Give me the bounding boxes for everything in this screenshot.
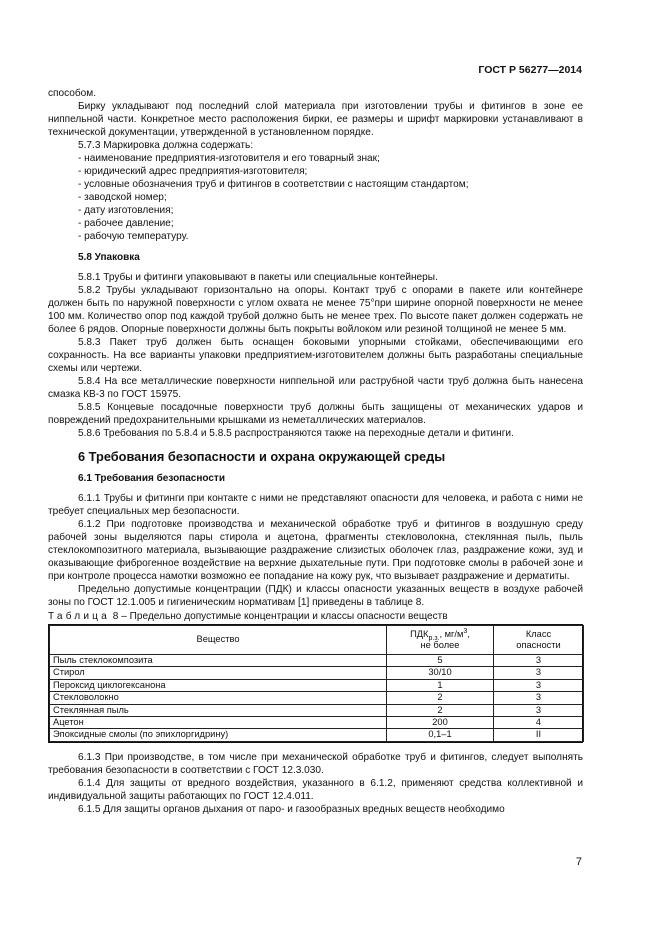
marking-list (48, 152, 583, 243)
paragraph-5-8-4: 5.8.4 На все металлические поверхности ниппельной или раструбной части труб должна быть нанесена смазка КВ-3 по ГОСТ 15975. (48, 376, 583, 400)
header-pdk-d: не более (420, 640, 460, 650)
list-item: - юридический адрес предприятия-изготовителя; (78, 166, 308, 177)
paragraph-5-8-1: 5.8.1 Трубы и фитинги упаковывают в пакеты или специальные контейнеры. (78, 272, 438, 283)
list-item: - заводской номер; (78, 192, 167, 203)
pdk-table (49, 625, 584, 742)
paragraph-5-8-6: 5.8.6 Требования по 5.8.4 и 5.8.5 распространяются также на переходные детали и фитинги. (78, 428, 514, 439)
header-substance: Вещество (50, 626, 387, 655)
header-class-a: Класс (525, 628, 552, 639)
paragraph-5-8-3: 5.8.3 Пакет труб должен быть оснащен боковыми упорными стойками, обеспечивающими его сохранность. На все варианты упаковки предприятием-изготовителем должны быть разработаны специальные схемы или чертежи. (48, 337, 583, 374)
table-row (50, 655, 584, 667)
paragraph-6-1-5: 6.1.5 Для защиты органов дыхания от паро- и газообразных вредных веществ необходимо (78, 803, 505, 815)
table-header-row (50, 626, 584, 655)
cell-substance: Стеклянная пыль (50, 704, 387, 716)
cell-class: II (494, 729, 584, 741)
table-caption-word: Таблица (48, 611, 110, 622)
list-item: - рабочую температуру. (78, 231, 189, 242)
cell-pdk: 30/10 (387, 667, 494, 679)
paragraph-6-1-3: 6.1.3 При производстве, в том числе при механической обработке труб и фитингов, следует выполнять требования безопасности в соответствии с ГОСТ 12.3.030. (48, 751, 583, 776)
document-header: ГОСТ Р 56277—2014 (478, 64, 582, 76)
header-pdk-a: ПДК (410, 628, 429, 639)
cell-substance: Ацетон (50, 717, 387, 729)
paragraph-6-1-2: 6.1.2 При подготовке производства и механической обработке труб и фитингов в воздушную среду рабочей зоны выделяются пары стирола и ацетона, фрагменты стекловолокна, стеклянная пыль, пыль стеклокомпозитного материала, вызывающие раздражение слизистых оболочек глаз, раздражение кожи, зуд и оказывающие фиброгенное воздействие на верхние дыхательные пути. При подготовке смолы в рабочей зоне и при контроле процесса намотки возможно ее попадание на кожу рук, что вызывает раздражение и дерматиты. (48, 519, 583, 582)
header-pdk-sup: 3 (463, 627, 468, 635)
cell-pdk: 2 (387, 692, 494, 704)
paragraph-6-1-1: 6.1.1 Трубы и фитинги при контакте с ними не представляют опасности для человека, и работа с ними не требует специальных мер безопасности. (48, 493, 583, 517)
cell-pdk: 1 (387, 679, 494, 691)
cell-class: 3 (494, 704, 584, 716)
cell-class: 3 (494, 667, 584, 679)
paragraph-5-8-2: 5.8.2 Трубы укладывают горизонтально на опоры. Контакт труб с опорами в пакете или контейнере должен быть по наружной поверхности с углом охвата не менее 75°при ширине опорной поверхности не менее 100 мм. Количество опор под каждой трубой должно быть не менее трех. По высоте пакет должен содержать не более 6 рядов. Опорные поверхности должны быть покрыты войлоком или резиной толщиной не менее 5 мм. (48, 285, 583, 335)
cell-substance: Стирол (50, 667, 387, 679)
list-item: - наименование предприятия-изготовителя и его товарный знак; (78, 153, 380, 164)
cell-class: 4 (494, 717, 584, 729)
table-caption (48, 610, 583, 623)
paragraph-5-7-3: 5.7.3 Маркировка должна содержать: (78, 140, 254, 151)
table-row (50, 729, 584, 741)
cell-class: 3 (494, 679, 584, 691)
table-frame (48, 624, 583, 743)
paragraph-tag: Бирку укладывают под последний слой материала при изготовлении трубы и фитингов в зоне ее ниппельной части. Конкретное место расположения бирки, ее размеры и шрифт маркировки устанавливают в технической документации, утвержденной в установленном порядке. (48, 101, 583, 138)
paragraph-continuation: способом. (48, 88, 97, 99)
table-row (50, 704, 584, 716)
table-row (50, 692, 584, 704)
section-6-1-title: 6.1 Требования безопасности (78, 473, 225, 484)
list-item: - дату изготовления; (78, 205, 174, 216)
list-item: - рабочее давление; (78, 218, 174, 229)
header-pdk-b: , мг/м (439, 628, 464, 639)
header-pdk-c: , (467, 628, 470, 639)
page-number: 7 (575, 856, 582, 868)
cell-substance: Пыль стеклокомпозита (50, 655, 387, 667)
page-content (48, 87, 583, 816)
paragraph-pdk: Предельно допустимые концентрации (ПДК) и классы опасности указанных веществ в воздухе рабочей зоны по ГОСТ 12.1.005 и гигиеническим нормативам [1] приведены в таблице 8. (48, 584, 583, 608)
cell-pdk: 5 (387, 655, 494, 667)
cell-substance: Пероксид циклогексанона (50, 679, 387, 691)
cell-pdk: 0,1–1 (387, 729, 494, 741)
header-pdk (387, 626, 494, 655)
cell-pdk: 2 (387, 704, 494, 716)
header-pdk-sub: р.з. (428, 634, 440, 642)
cell-class: 3 (494, 655, 584, 667)
paragraph-6-1-4: 6.1.4 Для защиты от вредного воздействия, указанного в 6.1.2, применяют средства коллективной и индивидуальной защиты работающих по ГОСТ 12.4.011. (48, 777, 583, 802)
table-row (50, 679, 584, 691)
cell-substance: Стекловолокно (50, 692, 387, 704)
section-5-8-title: 5.8 Упаковка (78, 252, 140, 263)
cell-class: 3 (494, 692, 584, 704)
section-6-title: 6 Требования безопасности и охрана окружающей среды (78, 449, 446, 464)
cell-substance: Эпоксидные смолы (по эпихлоргидрину) (50, 729, 387, 741)
paragraph-5-8-5: 5.8.5 Концевые посадочные поверхности труб должны быть защищены от механических ударов и повреждений предохранительными крышками из неметаллических материалов. (48, 402, 583, 426)
header-class (494, 626, 584, 655)
table-row (50, 667, 584, 679)
table-row (50, 717, 584, 729)
list-item: - условные обозначения труб и фитингов в соответствии с настоящим стандартом; (78, 179, 469, 190)
table-caption-text: 8 – Предельно допустимые концентрации и классы опасности веществ (109, 611, 448, 622)
header-class-b: опасности (516, 640, 561, 650)
cell-pdk: 200 (387, 717, 494, 729)
